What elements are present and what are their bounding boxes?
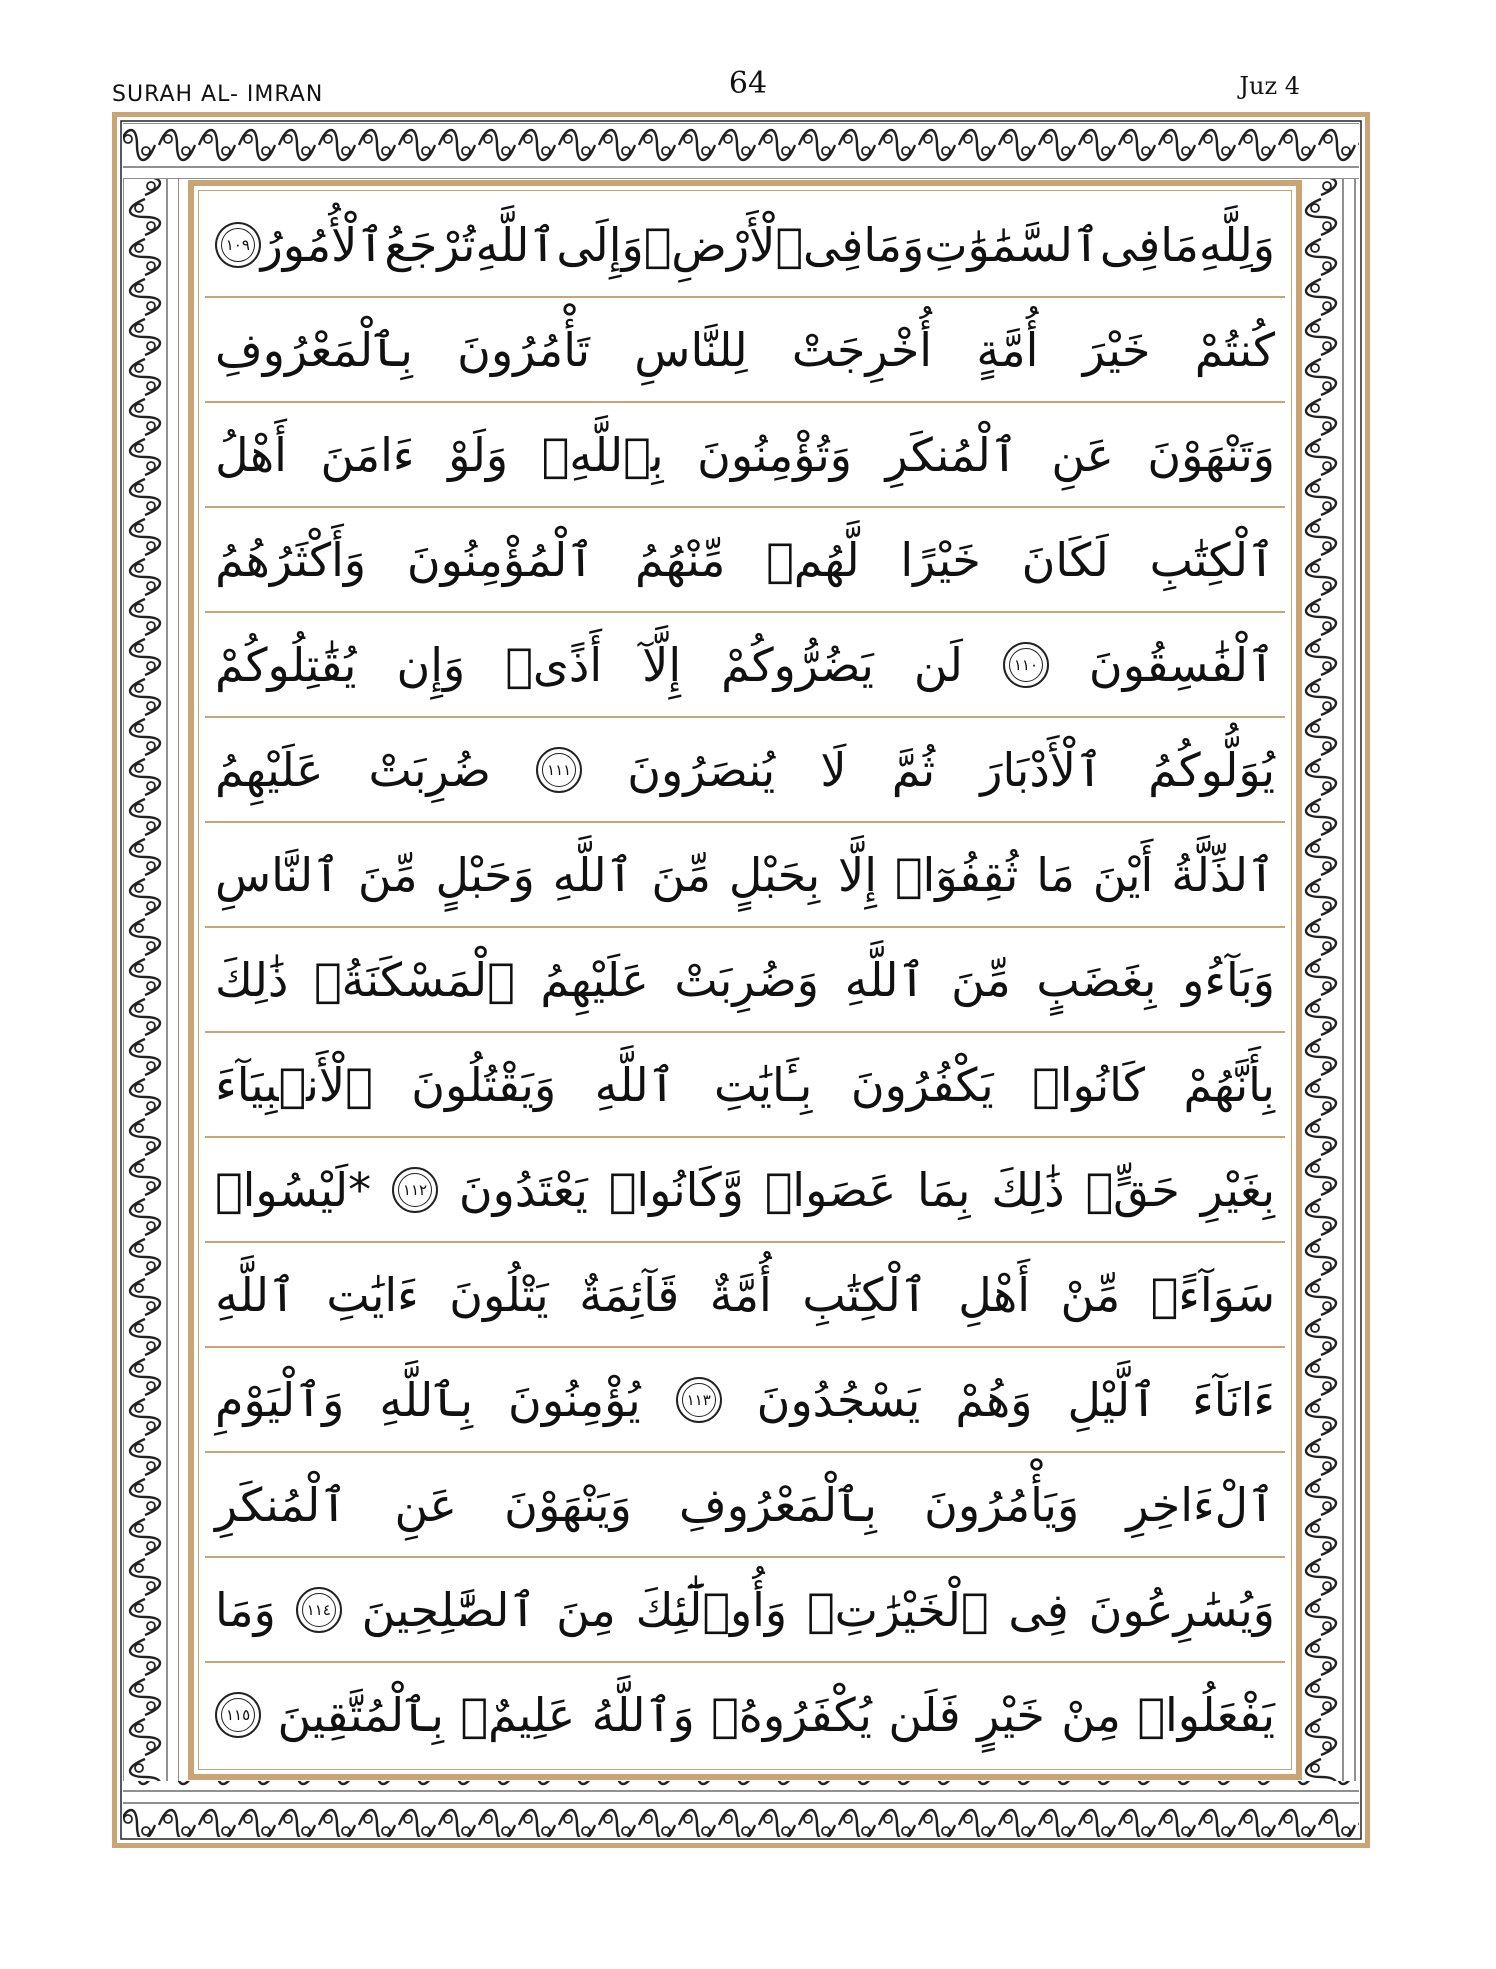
verse-word: وَلِلَّهِ (1198, 218, 1275, 272)
verse-word: عَلَيْهِمُ (540, 953, 649, 1007)
verse-word: أَهْلُ (215, 428, 287, 482)
verse-word: وَأَكْثَرُهُمُ (215, 533, 367, 587)
verse-word: بِحَبْلٍ (728, 848, 821, 902)
verse-line (205, 1032, 1285, 1138)
verse-word: وَٱللَّهُ (591, 1688, 695, 1742)
verse-word: أُمَّةٌ (709, 1268, 772, 1322)
verse-line (205, 1347, 1285, 1453)
verse-word: إِلَّا (837, 848, 877, 902)
verse-word: ٱلْأَرْضِۚ (643, 218, 803, 272)
verse-word: يُقَٰتِلُوكُمْ (215, 638, 357, 692)
verse-word: وَتُؤْمِنُونَ (697, 428, 852, 482)
verse-word: ٱللَّهِ (844, 953, 926, 1007)
verse-word: قَآئِمَةٌ (579, 1268, 680, 1322)
ayah-number-marker: ١١٠ (1003, 642, 1049, 688)
verse-word: أَذًىۖ (505, 638, 603, 692)
verse-line (205, 297, 1285, 403)
verse-word: وَمَا (215, 1583, 276, 1637)
verse-word: وَأُو۟لَٰٓئِكَ (635, 1583, 788, 1637)
verse-line (205, 507, 1285, 613)
verse-word: وَمَا (863, 218, 925, 272)
verse-word: لَكَانَ (1021, 533, 1109, 587)
verse-lines (205, 192, 1285, 1768)
verse-word: ٱلْكِتَٰبِ (802, 1268, 928, 1322)
verse-word: وَضُرِبَتْ (674, 953, 820, 1007)
verse-word: ٱلْمُؤْمِنُونَ (406, 533, 595, 587)
verse-word: ٱلْمُنكَرِ (215, 1478, 348, 1532)
verse-line (205, 1557, 1285, 1663)
verse-word: يَسْجُدُونَ (756, 1373, 921, 1427)
verse-word: أُمَّةٍ (976, 323, 1039, 377)
verse-line (205, 1137, 1285, 1243)
verse-word: وَإِلَى (556, 218, 644, 272)
verse-word: عَصَوا۟ (764, 1163, 897, 1217)
verse-word: ثُقِفُوٓا۟ (894, 848, 1019, 902)
verse-word: ءَامَنَ (320, 428, 415, 482)
verse-word: ثُمَّ (891, 743, 936, 797)
verse-word: ٱلْفَٰسِقُونَ (1088, 638, 1275, 692)
verse-word: إِلَّآ (642, 638, 682, 692)
verse-word: أَهْلِ (958, 1268, 1031, 1322)
verse-word: وَبَآءُو (1182, 953, 1275, 1007)
verse-word: يَضُرُّوكُمْ (721, 638, 874, 692)
verse-word: ٱللَّهِ (215, 1268, 296, 1322)
verse-word: وَّكَانُوا۟ (608, 1163, 744, 1217)
ayah-number-marker: ١١٥ (215, 1692, 261, 1738)
verse-word: خَيْرَ (1082, 323, 1151, 377)
verse-word: حَقٍّۚ (1085, 1163, 1180, 1217)
verse-word: وَيَنْهَوْنَ (504, 1478, 632, 1532)
verse-word: ٱلذِّلَّةُ (1171, 848, 1275, 902)
verse-line (205, 1662, 1285, 1768)
verse-word: ءَايَٰتِ (326, 1268, 419, 1322)
verse-line (205, 822, 1285, 928)
verse-word: ٱلَّيْلِ (1067, 1373, 1158, 1427)
verse-word: مِّنَ (951, 953, 1011, 1007)
verse-word: ٱلْخَيْرَٰتِۖ (807, 1583, 989, 1637)
verse-word: يُوَلُّوكُمُ (1148, 743, 1275, 797)
verse-word: يُنصَرُونَ (627, 743, 776, 797)
verse-word: عَنِ (1051, 428, 1114, 482)
verse-word: سَوَآءًۗ (1150, 1268, 1275, 1322)
verse-word: ضُرِبَتْ (368, 743, 491, 797)
verse-word: ٱللَّهِ (475, 218, 557, 272)
verse-word: بِٱلْمُتَّقِينَ (277, 1688, 444, 1742)
verse-word: ٱلْأُمُورُ (260, 218, 385, 272)
verse-line (205, 1452, 1285, 1558)
verse-word: ٱلنَّاسِ (215, 848, 341, 902)
verse-word: فِى (802, 218, 864, 272)
verse-line (205, 612, 1285, 718)
verse-word: وَيَقْتُلُونَ (411, 1058, 557, 1112)
verse-word: لِلنَّاسِ (634, 323, 748, 377)
verse-line (205, 192, 1285, 298)
verse-word: يَكْفُرُونَ (850, 1058, 994, 1112)
verse-word: لَّهُمۚ (766, 533, 860, 587)
juz-label: Juz 4 (1239, 72, 1300, 100)
verse-word: ٱلصَّٰلِحِينَ (361, 1583, 537, 1637)
verse-word: وَحَبْلٍ (435, 848, 535, 902)
verse-word: ٱلْأَدْبَارَ (980, 743, 1103, 797)
verse-word: وَتَنْهَوْنَ (1147, 428, 1275, 482)
surah-name: SURAH AL- IMRAN (112, 82, 324, 107)
verse-word: ٱلْمَسْكَنَةُۚ (313, 953, 515, 1007)
verse-word: يَتْلُونَ (449, 1268, 549, 1322)
verse-word: ٱلْكِتَٰبِ (1149, 533, 1275, 587)
verse-word: فَلَن (888, 1688, 961, 1742)
verse-word: ٱلْأَنۢبِيَآءَ (215, 1058, 373, 1112)
verse-word: ءَانَآءَ (1192, 1373, 1275, 1427)
verse-word: كَانُوا۟ (1032, 1058, 1146, 1112)
verse-word: ٱللَّهِ (552, 848, 634, 902)
verse-word: وَيُسَٰرِعُونَ (1088, 1583, 1275, 1637)
verse-word: بِغَضَبٍ (1036, 953, 1157, 1007)
verse-word: بِغَيْرِ (1200, 1163, 1275, 1217)
verse-word: كُنتُمْ (1194, 323, 1275, 377)
verse-line (205, 927, 1285, 1033)
verse-word: مَا (1160, 218, 1199, 272)
verse-word: فِى (1008, 1583, 1069, 1637)
verse-word: وَٱلْيَوْمِ (215, 1373, 345, 1427)
verse-word: بِـَٔايَٰتِ (714, 1058, 813, 1112)
verse-word: عَنِ (394, 1478, 457, 1532)
verse-word: تُرْجَعُ (384, 218, 476, 272)
verse-word: مَا (1036, 848, 1075, 902)
verse-word: ٱللَّهِ (594, 1058, 676, 1112)
verse-word: أَيْنَ (1092, 848, 1154, 902)
verse-word: أُخْرِجَتْ (791, 323, 933, 377)
verse-word: فِى (1099, 218, 1161, 272)
verse-word: ٱلسَّمَٰوَٰتِ (924, 218, 1100, 272)
page-number: 64 (728, 66, 768, 101)
ayah-number-marker: ١١٢ (392, 1167, 438, 1213)
ayah-number-marker: ١١٤ (296, 1587, 342, 1633)
verse-word: لَن (913, 638, 963, 692)
ayah-number-marker: ١٠٩ (215, 222, 261, 268)
verse-word: وَهُمْ (955, 1373, 1033, 1427)
verse-word: ذَٰلِكَ (215, 953, 289, 1007)
verse-word: *لَيْسُوا۟ (215, 1163, 372, 1217)
verse-word: بِٱللَّهِۗ (541, 428, 664, 482)
verse-word: مِّنَ (651, 848, 712, 902)
verse-word: بِٱلْمَعْرُوفِ (215, 323, 413, 377)
verse-word: بِأَنَّهُمْ (1183, 1058, 1275, 1112)
verse-word: ٱلْمُنكَرِ (885, 428, 1018, 482)
verse-word: يُؤْمِنُونَ (508, 1373, 641, 1427)
verse-word: يُكْفَرُوهُۗ (711, 1688, 872, 1742)
verse-line (205, 402, 1285, 508)
verse-word: مِّنَ (357, 848, 418, 902)
verse-word: ذَٰلِكَ (991, 1163, 1065, 1217)
verse-word: لَا (820, 743, 847, 797)
verse-line (205, 1242, 1285, 1348)
verse-word: بِٱللَّهِ (379, 1373, 474, 1427)
verse-word: خَيْرٍ (977, 1688, 1045, 1742)
verse-word: خَيْرًا (900, 533, 981, 587)
verse-word: عَلَيْهِمُ (215, 743, 324, 797)
verse-word: مِنْ (1061, 1688, 1121, 1742)
ayah-number-marker: ١١٣ (676, 1377, 722, 1423)
verse-word: يَعْتَدُونَ (458, 1163, 588, 1217)
verse-word: يَفْعَلُوا۟ (1137, 1688, 1275, 1742)
verse-line (205, 717, 1285, 823)
verse-word: عَلِيمٌۢ (460, 1688, 576, 1742)
verse-word: تَأْمُرُونَ (457, 323, 591, 377)
verse-word: وَلَوْ (448, 428, 509, 482)
verse-word: مِنَ (556, 1583, 616, 1637)
verse-word: مِّنْ (1060, 1268, 1121, 1322)
ayah-number-marker: ١١١ (536, 747, 582, 793)
verse-word: ٱلْءَاخِرِ (1126, 1478, 1275, 1532)
verse-word: وَإِن (396, 638, 466, 692)
verse-word: مِّنْهُمُ (635, 533, 726, 587)
verse-word: بِٱلْمَعْرُوفِ (679, 1478, 877, 1532)
verse-word: وَيَأْمُرُونَ (924, 1478, 1080, 1532)
verse-word: بِمَا (917, 1163, 971, 1217)
